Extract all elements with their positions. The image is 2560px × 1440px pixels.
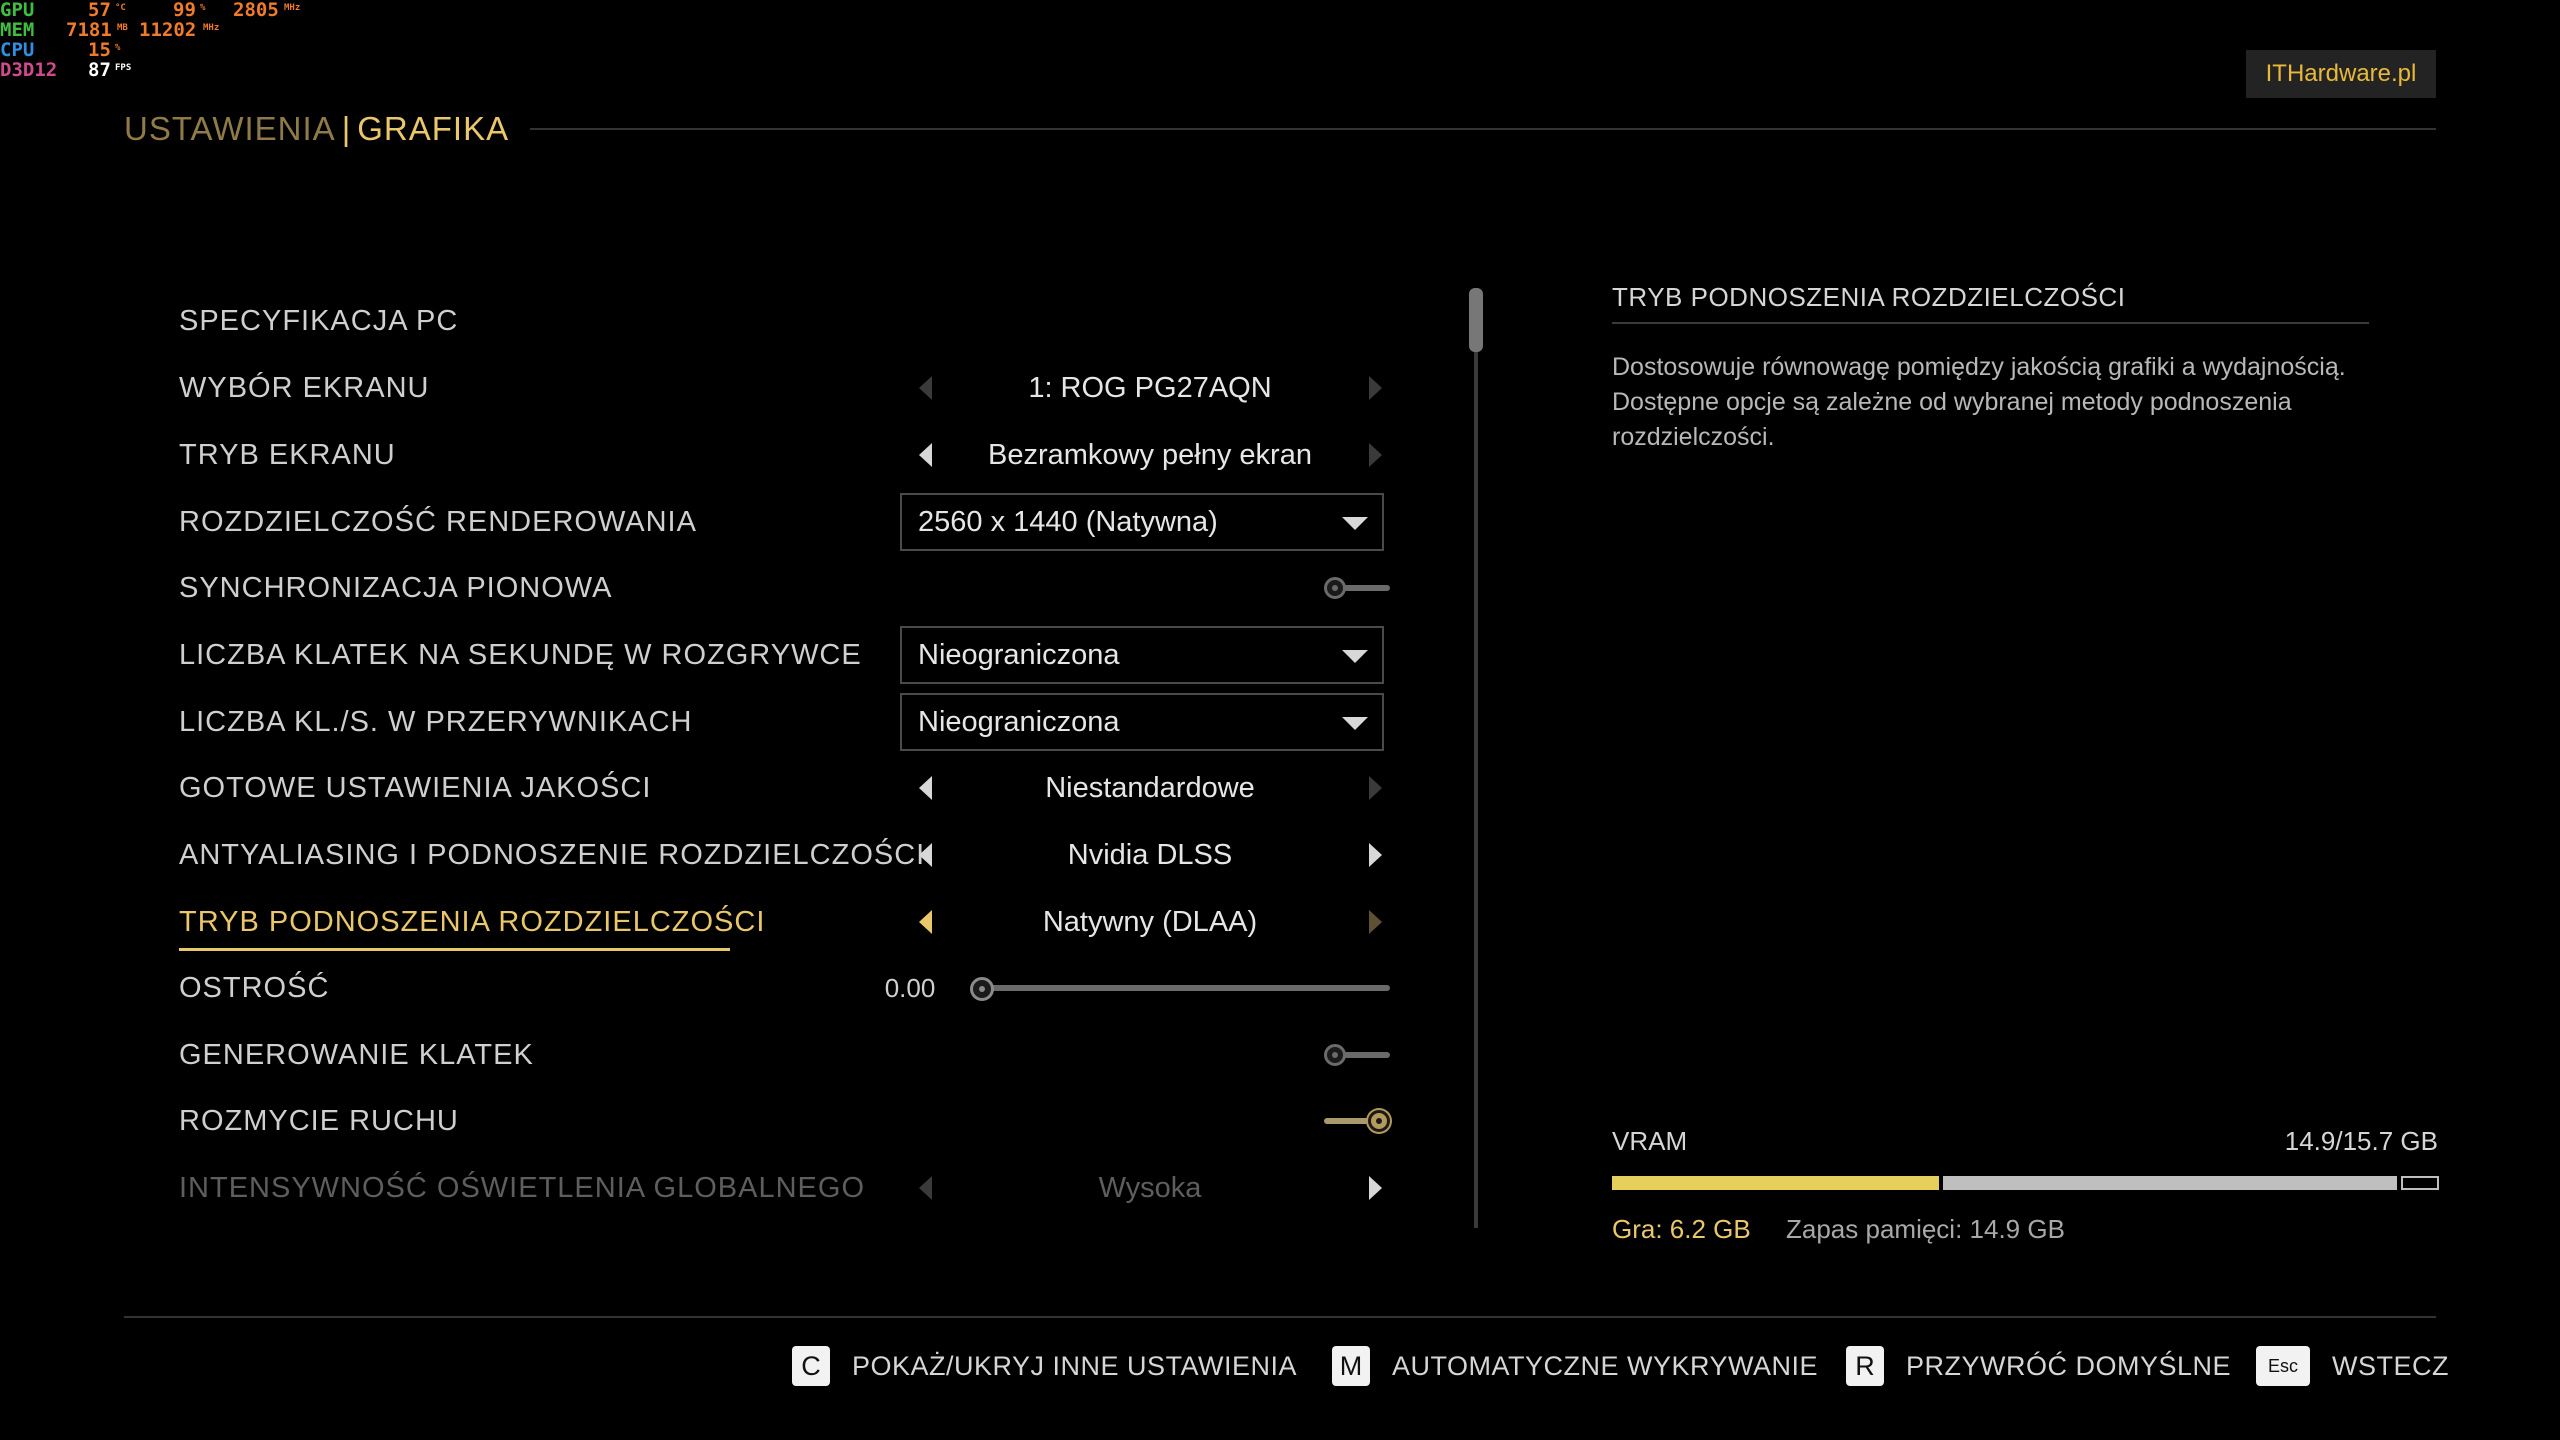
osd-mem-row <box>0 20 300 40</box>
sharpness-value: 0.00 <box>884 973 936 1003</box>
selector-value: Wysoka <box>1098 1172 1202 1204</box>
settings-scrollbar[interactable] <box>1474 288 1478 1228</box>
scrollbar-thumb[interactable] <box>1469 288 1483 352</box>
setting-row-cutscene-fps[interactable] <box>0 697 1400 747</box>
upscaling-mode-selector <box>910 897 1390 947</box>
description-text: Dostosowuje równowagę pomiędzy jakością grafiki a wydajnością. Dostępne opcje są zależne od wybranej metody podnoszenia rozdzielczości. <box>1612 353 2346 451</box>
cutscene-fps-dropdown[interactable] <box>900 693 1384 751</box>
screen-mode-selector <box>910 430 1390 480</box>
osd-gpu-label: GPU <box>0 0 35 21</box>
osd-mem-used-unit: MB <box>117 23 128 33</box>
restore-defaults-button[interactable] <box>1846 1346 2231 1386</box>
chevron-right-icon <box>1369 443 1382 467</box>
osd-gpu-load: 99 <box>173 0 196 21</box>
osd-gpu-clock-unit: MHz <box>284 3 301 13</box>
next-arrow-button[interactable] <box>1360 430 1390 480</box>
setting-label: ANTYALIASING I PODNOSZENIE ROZDZIELCZOŚCI <box>179 839 926 871</box>
resolution-dropdown[interactable] <box>900 493 1384 551</box>
setting-label: ROZMYCIE RUCHU <box>179 1105 459 1137</box>
osd-gpu-temp: 57 <box>88 0 111 21</box>
footer-label: PRZYWRÓĆ DOMYŚLNE <box>1906 1350 2232 1381</box>
selector-value: Bezramkowy pełny ekran <box>988 439 1312 471</box>
setting-label-selected <box>179 897 781 947</box>
setting-label: GOTOWE USTAWIENIA JAKOŚCI <box>179 772 652 804</box>
vram-label: VRAM <box>1612 1126 1688 1156</box>
caret-down-icon <box>1342 650 1368 663</box>
osd-api-label: D3D12 <box>0 59 58 81</box>
vram-free-segment <box>2401 1176 2439 1190</box>
prev-arrow-button[interactable] <box>910 430 940 480</box>
toggle-knob <box>1324 577 1346 599</box>
key-esc-icon: Esc <box>2256 1346 2310 1386</box>
back-button[interactable] <box>2256 1346 2449 1386</box>
osd-mem-clock: 11202 <box>139 19 197 41</box>
osd-gpu-clock: 2805 <box>233 0 279 21</box>
setting-label: LICZBA KLATEK NA SEKUNDĘ W ROZGRYWCE <box>179 639 862 671</box>
setting-label: WYBÓR EKRANU <box>179 372 430 404</box>
breadcrumb-separator: | <box>341 110 352 147</box>
setting-label-text: TRYB PODNOSZENIA ROZDZIELCZOŚCI <box>179 906 766 938</box>
chevron-right-icon <box>1369 1176 1382 1200</box>
vram-reserve: Zapas pamięci: 14.9 GB <box>1786 1214 2065 1244</box>
next-arrow-button[interactable] <box>1360 363 1390 413</box>
setting-row-upscaling-mode[interactable] <box>0 897 1400 947</box>
setting-label: ROZDZIELCZOŚĆ RENDEROWANIA <box>179 506 697 538</box>
setting-label: TRYB EKRANU <box>179 439 396 471</box>
osd-api-row <box>0 60 300 80</box>
caret-down-icon <box>1342 717 1368 730</box>
footer-label: WSTECZ <box>2332 1350 2449 1381</box>
setting-row-screen-mode[interactable] <box>0 430 1400 480</box>
vram-value: 14.9/15.7 GB <box>2284 1126 2438 1156</box>
vram-other-segment <box>1943 1176 2397 1190</box>
footer-label: POKAŻ/UKRYJ INNE USTAWIENIA <box>852 1350 1298 1381</box>
slider-handle[interactable] <box>970 977 994 1001</box>
vram-usage-bar <box>1612 1176 2439 1190</box>
osd-mem-label: MEM <box>0 19 35 41</box>
display-selector <box>910 363 1390 413</box>
description-divider <box>1612 322 2369 324</box>
dropdown-value: Nieograniczona <box>918 706 1120 738</box>
auto-detect-button[interactable] <box>1332 1346 1818 1386</box>
watermark-logo: ITHardware.pl <box>2246 50 2436 98</box>
key-r-icon: R <box>1846 1346 1884 1386</box>
setting-label: GENEROWANIE KLATEK <box>179 1039 534 1071</box>
osd-cpu-row <box>0 40 300 60</box>
setting-label: INTENSYWNOŚĆ OŚWIETLENIA GLOBALNEGO <box>179 1172 866 1204</box>
chevron-left-icon <box>919 776 932 800</box>
chevron-left-icon <box>919 1176 932 1200</box>
page-title <box>124 110 509 148</box>
setting-label: SYNCHRONIZACJA PIONOWA <box>179 572 613 604</box>
osd-cpu-load: 15 <box>88 39 111 61</box>
description-title: TRYB PODNOSZENIA ROZDZIELCZOŚCI <box>1612 282 2126 312</box>
gi-intensity-selector <box>910 1163 1390 1213</box>
toggle-knob <box>1324 1044 1346 1066</box>
setting-row-display-select[interactable] <box>0 363 1400 413</box>
performance-overlay <box>0 0 300 80</box>
antialiasing-selector <box>910 830 1390 880</box>
dropdown-value: 2560 x 1440 (Natywna) <box>918 506 1218 538</box>
osd-gpu-load-unit: % <box>200 3 206 13</box>
breadcrumb-page: GRAFIKA <box>357 110 510 147</box>
next-arrow-button[interactable] <box>1360 1163 1390 1213</box>
setting-row-frame-generation[interactable] <box>0 1030 1400 1080</box>
breadcrumb-section[interactable]: USTAWIENIA <box>124 110 336 147</box>
frame-generation-toggle[interactable] <box>1324 1044 1390 1066</box>
osd-gpu-temp-unit: °C <box>115 3 126 13</box>
chevron-right-icon <box>1369 843 1382 867</box>
chevron-left-icon <box>919 376 932 400</box>
setting-row-vsync[interactable] <box>0 563 1400 613</box>
setting-label: OSTROŚĆ <box>179 972 330 1004</box>
chevron-right-icon <box>1369 910 1382 934</box>
setting-label: SPECYFIKACJA PC <box>179 305 459 337</box>
selector-value: 1: ROG PG27AQN <box>1028 372 1272 404</box>
selector-value: Niestandardowe <box>1045 772 1255 804</box>
next-arrow-button[interactable] <box>1360 897 1390 947</box>
setting-row-pc-spec[interactable] <box>0 296 1400 346</box>
footer-divider <box>124 1316 2436 1318</box>
chevron-right-icon <box>1369 776 1382 800</box>
selector-value: Nvidia DLSS <box>1067 839 1233 871</box>
vsync-toggle[interactable] <box>1324 577 1390 599</box>
header-divider <box>530 128 2436 130</box>
setting-row-antialiasing[interactable] <box>0 830 1400 880</box>
footer-label: AUTOMATYCZNE WYKRYWANIE <box>1392 1350 1819 1381</box>
setting-row-gameplay-fps[interactable] <box>0 630 1400 680</box>
vram-game-segment <box>1612 1176 1939 1190</box>
setting-label: LICZBA KL./S. W PRZERYWNIKACH <box>179 706 693 738</box>
osd-gpu-row <box>0 0 300 20</box>
setting-row-quality-preset[interactable] <box>0 763 1400 813</box>
osd-cpu-load-unit: % <box>115 43 121 53</box>
setting-row-sharpness[interactable] <box>0 963 1400 1013</box>
setting-row-gi-intensity[interactable] <box>0 1163 1400 1213</box>
setting-row-motion-blur[interactable] <box>0 1096 1400 1146</box>
chevron-left-icon <box>919 843 932 867</box>
prev-arrow-button[interactable] <box>910 1163 940 1213</box>
osd-fps-unit: FPS <box>115 63 132 73</box>
slider-track <box>970 985 1390 991</box>
dropdown-value: Nieograniczona <box>918 639 1120 671</box>
vram-game-usage: Gra: 6.2 GB <box>1612 1214 1751 1244</box>
gameplay-fps-dropdown[interactable] <box>900 626 1384 684</box>
chevron-right-icon <box>1369 376 1382 400</box>
quality-preset-selector <box>910 763 1390 813</box>
motion-blur-toggle[interactable] <box>1324 1110 1390 1132</box>
chevron-left-icon <box>919 910 932 934</box>
prev-arrow-button[interactable] <box>910 830 940 880</box>
caret-down-icon <box>1342 517 1368 530</box>
prev-arrow-button[interactable] <box>910 763 940 813</box>
osd-fps: 87 <box>88 59 111 81</box>
prev-arrow-button[interactable] <box>910 363 940 413</box>
selector-value: Natywny (DLAA) <box>1042 906 1258 938</box>
next-arrow-button[interactable] <box>1360 763 1390 813</box>
toggle-other-settings-button[interactable] <box>792 1346 1297 1386</box>
toggle-knob <box>1368 1110 1390 1132</box>
osd-cpu-label: CPU <box>0 39 35 61</box>
setting-row-render-resolution[interactable] <box>0 497 1400 547</box>
key-m-icon: M <box>1332 1346 1370 1386</box>
chevron-left-icon <box>919 443 932 467</box>
key-c-icon: C <box>792 1346 830 1386</box>
sharpness-slider[interactable] <box>970 977 1390 999</box>
next-arrow-button[interactable] <box>1360 830 1390 880</box>
prev-arrow-button[interactable] <box>910 897 940 947</box>
osd-mem-used: 7181 <box>66 19 112 41</box>
selected-underline <box>179 948 730 951</box>
osd-mem-clock-unit: MHz <box>203 23 220 33</box>
